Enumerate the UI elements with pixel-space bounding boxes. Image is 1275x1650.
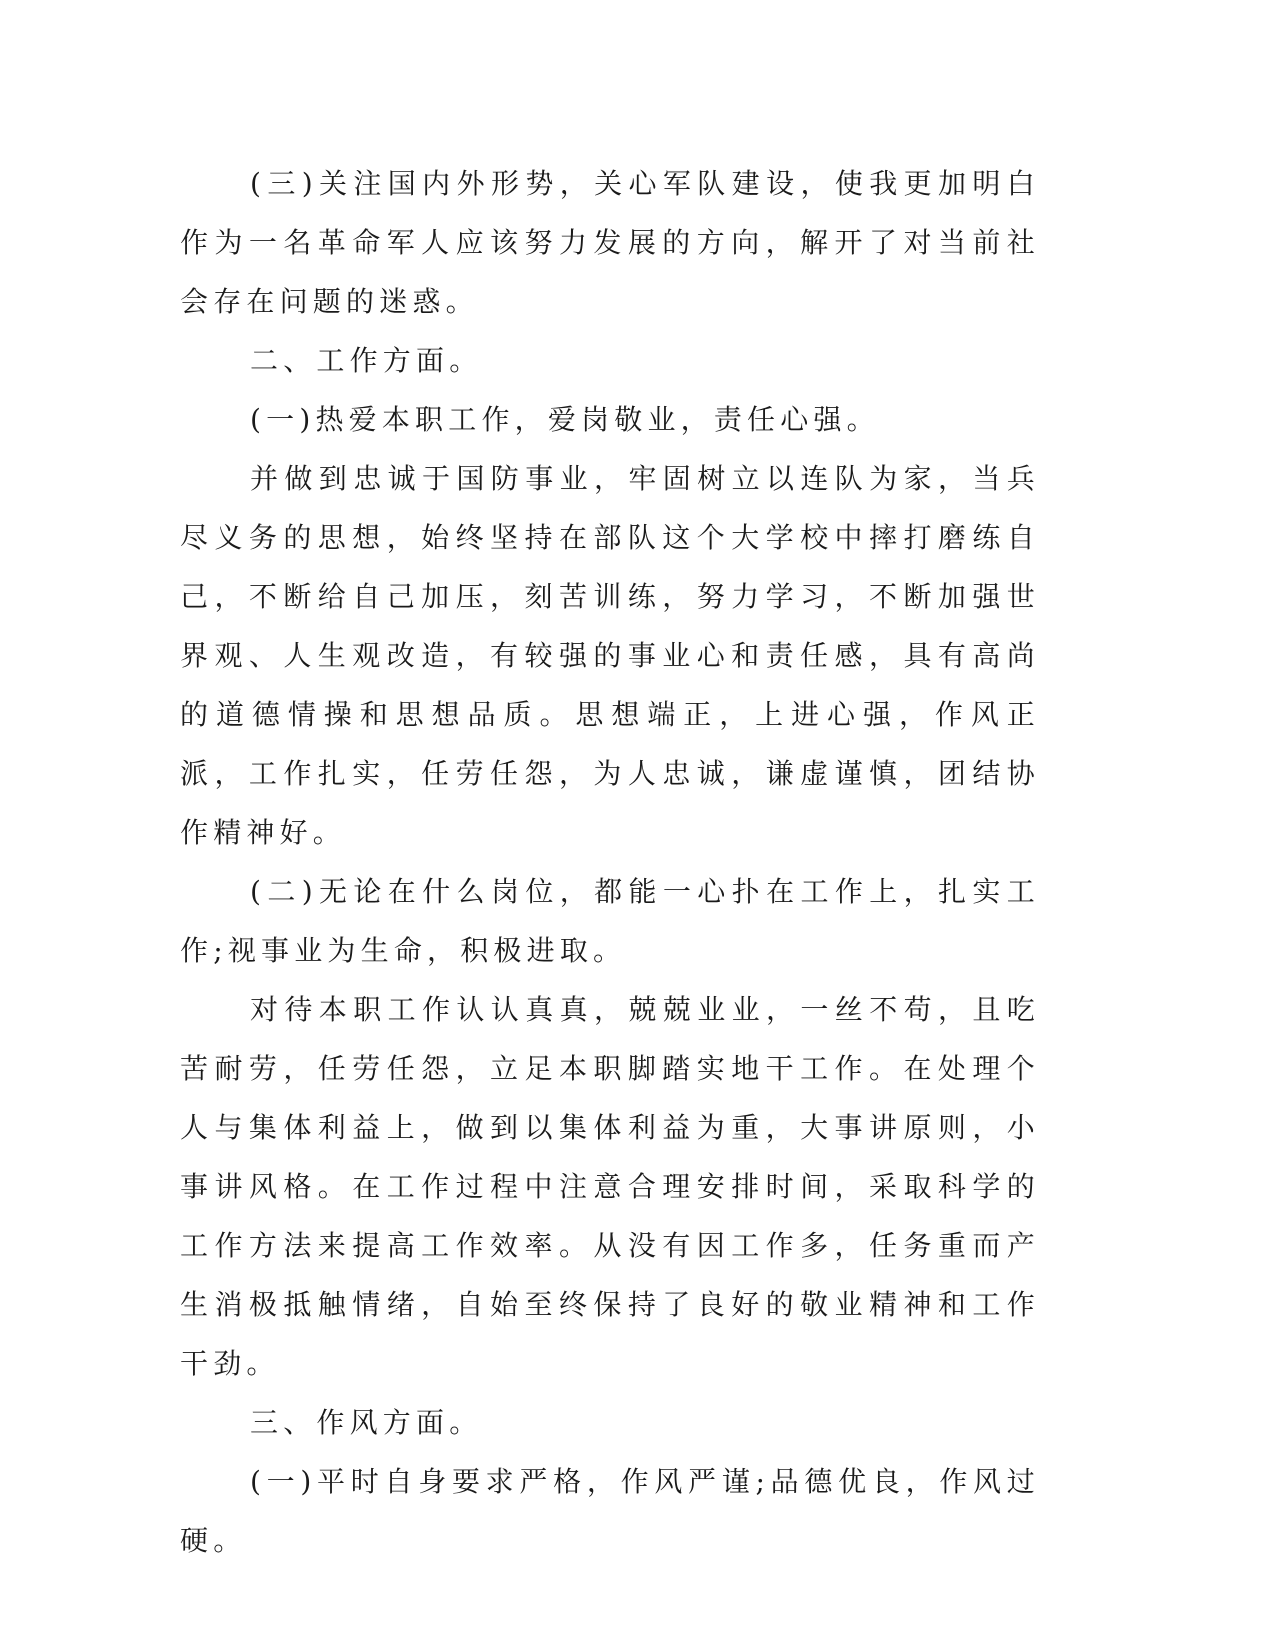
paragraph-attitude-to-job: 对待本职工作认认真真，兢兢业业，一丝不苟，且吃苦耐劳，任劳任怨，立足本职脚踏实地干工作。在处理个人与集体利益上，做到以集体利益为重，大事讲原则，小事讲风格。在工作过程中注意合理安排时间，采取科学的工作方法来提高工作效率。从没有因工作多，任务重而产生消极抵触情绪，自始至终保持了良好的敬业精神和工作干劲。: [180, 993, 1040, 1380]
section-heading-style: 三、作风方面。: [250, 1406, 483, 1439]
section-heading-work: 二、工作方面。: [250, 344, 483, 377]
paragraph-san-focus-situation: (三)关注国内外形势，关心军队建设，使我更加明白作为一名革命军人应该努力发展的方向，解开了对当前社会存在问题的迷惑。: [180, 167, 1040, 318]
document-body: [180, 154, 1040, 1570]
paragraph-loyalty-national-defense: 并做到忠诚于国防事业，牢固树立以连队为家，当兵尽义务的思想，始终坚持在部队这个大学校中摔打磨练自己，不断给自己加压，刻苦训练，努力学习，不断加强世界观、人生观改造，有较强的事业心和责任感，具有高尚的道德情操和思想品质。思想端正，上进心强，作风正派，工作扎实，任劳任怨，为人忠诚，谦虚谨慎，团结协作精神好。: [180, 462, 1040, 849]
paragraph-er-any-post: (二)无论在什么岗位，都能一心扑在工作上，扎实工作;视事业为生命，积极进取。: [180, 875, 1040, 967]
paragraph-yi-love-job: (一)热爱本职工作，爱岗敬业，责任心强。: [250, 403, 880, 436]
paragraph-yi-strict-requirements: (一)平时自身要求严格，作风严谨;品德优良，作风过硬。: [180, 1465, 1040, 1557]
